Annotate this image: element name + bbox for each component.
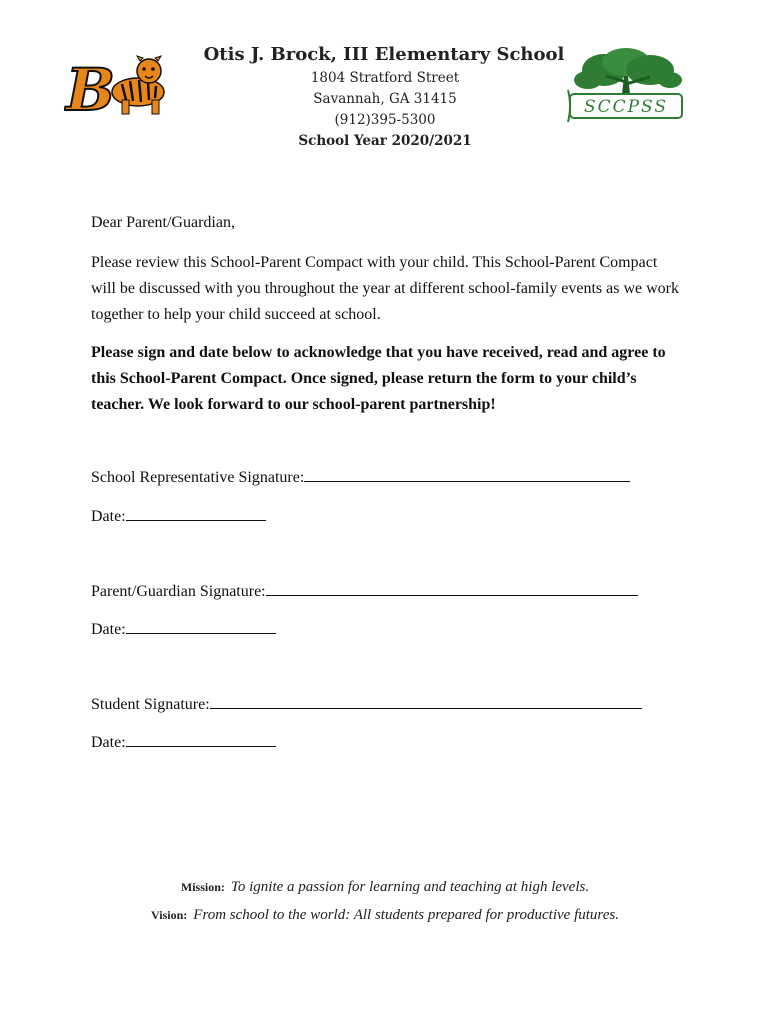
mission-label: Mission: — [180, 880, 225, 894]
school-name: Otis J. Brock, III Elementary School — [203, 44, 565, 65]
school-rep-signature-line[interactable] — [304, 466, 630, 482]
student-signature-line[interactable] — [210, 693, 642, 709]
vision-label: Vision: — [151, 908, 188, 922]
parent-signature-label: Parent/Guardian Signature: — [91, 583, 266, 600]
svg-text:SCCPSS: SCCPSS — [583, 97, 669, 117]
date-label: Date: — [91, 621, 126, 638]
svg-text:B: B — [66, 56, 116, 120]
school-rep-date-line[interactable] — [126, 505, 266, 521]
instruction-paragraph: Please sign and date below to acknowledge that you have received, read and agree to this School-Parent Compact. Once signed, please return the form to your child’s teacher. We look forward to our school-parent partnership! — [91, 344, 666, 413]
vision-statement — [0, 906, 770, 924]
parent-date-line[interactable] — [126, 618, 276, 634]
parent-signature-row — [91, 580, 638, 601]
student-signature-label: Student Signature: — [91, 696, 210, 713]
city-state-zip: Savannah, GA 31415 — [313, 91, 457, 107]
date-label: Date: — [91, 508, 126, 525]
school-year: School Year 2020/2021 — [298, 133, 472, 149]
school-rep-date-row — [91, 505, 266, 526]
intro-paragraph: Please review this School-Parent Compact with your child. This School-Parent Compact will be discussed with you throughout the year at different school-family events as we work together to help your child succeed at school. — [91, 254, 680, 323]
letterhead — [0, 44, 770, 152]
date-label: Date: — [91, 734, 126, 751]
student-date-line[interactable] — [126, 731, 276, 747]
vision-text: From school to the world: All students prepared for productive futures. — [193, 907, 619, 923]
mission-statement — [0, 878, 770, 896]
school-rep-signature-row — [91, 466, 630, 487]
school-rep-signature-label: School Representative Signature: — [91, 469, 305, 486]
phone-number: (912)395-5300 — [334, 112, 436, 128]
mission-text: To ignite a passion for learning and teaching at high levels. — [230, 879, 590, 895]
street-address: 1804 Stratford Street — [310, 70, 460, 86]
parent-signature-line[interactable] — [266, 580, 638, 596]
student-signature-row — [91, 693, 642, 714]
greeting: Dear Parent/Guardian, — [91, 214, 235, 231]
parent-date-row — [91, 618, 276, 639]
student-date-row — [91, 731, 276, 752]
